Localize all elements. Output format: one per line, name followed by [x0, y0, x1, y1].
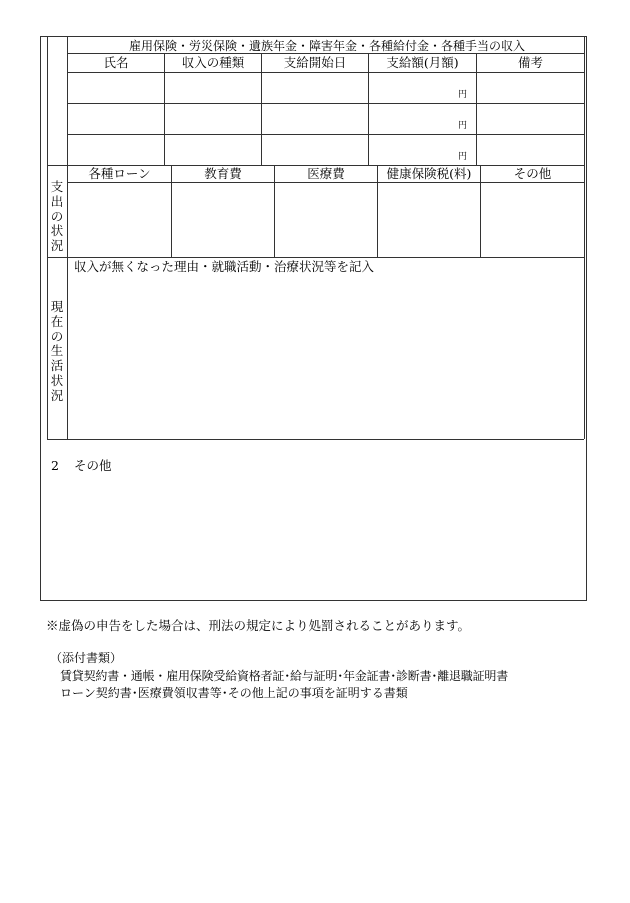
other-section-title: その他: [74, 458, 112, 473]
attachments-line-2: ローン契約書･医療費領収書等･その他上記の事項を証明する書類: [60, 686, 408, 700]
living-content-area[interactable]: [68, 278, 584, 438]
yen-unit-row-2: 円: [458, 121, 468, 131]
income-col-amount: 支給額(月額): [386, 55, 459, 70]
attachments-line-1: 賃貸契約書・通帳・雇用保険受給資格者証･給与証明･年金証書･診断書･離退職証明書: [60, 669, 509, 683]
expense-loan-cell[interactable]: [68, 183, 171, 256]
income-note-cell[interactable]: [477, 104, 584, 134]
income-col-start: 支給開始日: [283, 55, 347, 70]
false-declaration-warning: ※虚偽の申告をした場合は、刑法の規定により処罰されることがあります。: [46, 618, 471, 633]
expense-health-tax-cell[interactable]: [378, 183, 480, 256]
income-row-1: [68, 73, 584, 103]
income-name-cell[interactable]: [68, 73, 164, 103]
other-content-area[interactable]: [48, 478, 584, 598]
income-note-cell[interactable]: [477, 73, 584, 103]
living-side-label: 現在の生活状況: [50, 299, 64, 403]
yen-unit-row-3: 円: [458, 152, 468, 162]
yen-unit-row-1: 円: [458, 90, 468, 100]
expense-other-cell[interactable]: [481, 183, 584, 256]
expense-col-loan: 各種ローン: [88, 166, 151, 181]
income-type-cell[interactable]: [165, 135, 261, 165]
other-section-number: 2: [51, 458, 59, 473]
income-col-note: 備考: [517, 55, 543, 70]
expense-col-medical: 医療費: [307, 166, 345, 181]
income-col-type: 収入の種類: [181, 55, 245, 70]
expense-col-other: その他: [513, 166, 552, 181]
income-note-cell[interactable]: [477, 135, 584, 165]
income-row-3: [68, 135, 584, 165]
income-name-cell[interactable]: [68, 104, 164, 134]
expense-education-cell[interactable]: [172, 183, 274, 256]
attachments-title: （添付書類）: [50, 651, 123, 665]
income-start-cell[interactable]: [262, 135, 368, 165]
living-instruction: 収入が無くなった理由・就職活動・治療状況等を記入: [74, 259, 375, 274]
income-table-heading: 雇用保険・労災保険・遺族年金・障害年金・各種給付金・各種手当の収入: [128, 39, 525, 53]
income-row-2: [68, 104, 584, 134]
income-col-name: 氏名: [103, 55, 129, 70]
expense-col-health-tax: 健康保険税(料): [386, 166, 472, 181]
label-column-left: [47, 36, 48, 439]
expense-col-education: 教育費: [204, 166, 242, 181]
income-type-cell[interactable]: [165, 104, 261, 134]
income-type-cell[interactable]: [165, 73, 261, 103]
income-name-cell[interactable]: [68, 135, 164, 165]
income-start-cell[interactable]: [262, 73, 368, 103]
expense-side-label: 支出の状況: [50, 179, 64, 253]
income-start-cell[interactable]: [262, 104, 368, 134]
expense-medical-cell[interactable]: [275, 183, 377, 256]
